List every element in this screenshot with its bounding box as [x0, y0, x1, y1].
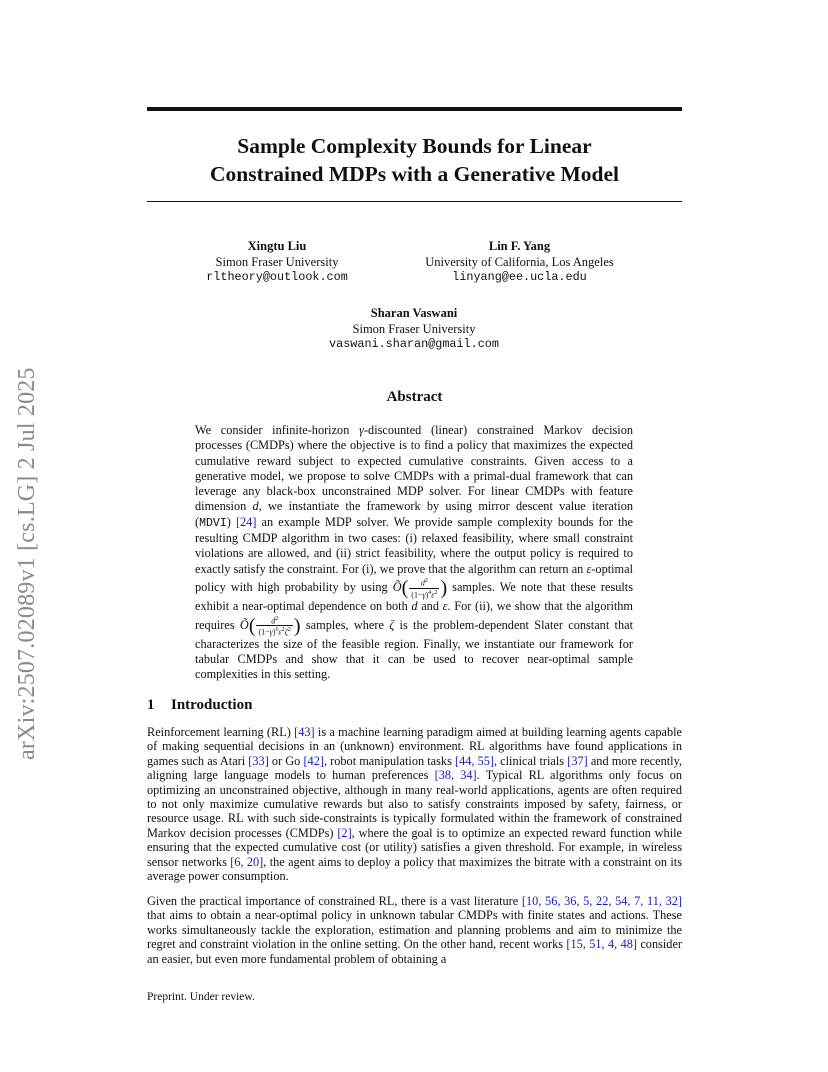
- author-name: Lin F. Yang: [488, 239, 551, 253]
- title-top-rule: [147, 107, 682, 111]
- author-affiliation: Simon Fraser University: [352, 321, 476, 336]
- author-block-3: [300, 306, 528, 353]
- paper-title: [147, 132, 682, 188]
- author-email: rltheory@outlook.com: [206, 270, 348, 284]
- intro-paragraph-1: Reinforcement learning (RL) [43] is a machine learning paradigm aimed at building learning agents capable of making sequential decisions in an (unknown) environment. RL algorithms have found applications in games such as Atari [33] or Go [42], robot manipulation tasks [44, 55], clinical trials [37] and more recently, aligning large language models to human preferences [38, 34]. Typical RL algorithms only focus on optimizing an unconstrained objective, although in many real-world applications, agents are often required to not only maximize cumulative rewards but also to satisfy constraints imposed by safety, fairness, or resource usage. RL with such side-constraints is typically formulated within the framework of constrained Markov decision processes (CMDPs) [2], where the goal is to optimize an expected reward function while ensuring that the expected cumulative cost (or utility) satisfies a given threshold. For example, in wireless sensor networks [6, 20], the agent aims to deploy a policy that maximizes the bitrate with a constraint on its average power consumption.: [147, 725, 683, 884]
- author-name: Xingtu Liu: [247, 239, 307, 253]
- author-email: vaswani.sharan@gmail.com: [329, 337, 499, 351]
- arxiv-stamp: arXiv:2507.02089v1 [cs.LG] 2 Jul 2025: [14, 367, 40, 760]
- intro-paragraph-2: Given the practical importance of constrained RL, there is a vast literature [10, 56, 36, 5, 22, 54, 7, 11, 32] that aims to obtain a near-optimal policy in unknown tabular CMDPs with finite states and actions. These works simultaneously tackle the exploration, estimation and planning problems and aim to minimize the regret and constraint violation in the online setting. On the other hand, recent works [15, 51, 4, 48] consider an easier, but even more fundamental problem of obtaining a: [147, 894, 682, 966]
- title-line-1: Sample Complexity Bounds for Linear: [237, 134, 592, 158]
- section-title: Introduction: [171, 697, 253, 713]
- author-block-1: [177, 239, 377, 286]
- abstract-heading: Abstract: [386, 389, 443, 405]
- author-affiliation: University of California, Los Angeles: [425, 254, 614, 269]
- title-line-2: Constrained MDPs with a Generative Model: [209, 162, 620, 186]
- author-affiliation: Simon Fraser University: [215, 254, 339, 269]
- section-heading: [147, 697, 252, 714]
- author-name: Sharan Vaswani: [370, 306, 458, 320]
- author-email: linyang@ee.ucla.edu: [452, 270, 587, 284]
- author-block-2: [402, 239, 637, 286]
- footer-note: Preprint. Under review.: [147, 991, 255, 1003]
- section-number: 1: [147, 697, 155, 713]
- abstract-body: We consider infinite-horizon γ-discounted (linear) constrained Markov decision processes (CMDPs) where the objective is to find a policy that maximizes the expected cumulative reward subject to expected cumulative constraints. Given access to a generative model, we propose to solve CMDPs with a primal-dual framework that can leverage any black-box unconstrained MDP solver. For linear CMDPs with feature dimension d, we instantiate the framework by using mirror descent value iteration (MDVI) [24] an example MDP solver. We provide sample complexity bounds for the resulting CMDP algorithm in two cases: (i) relaxed feasibility, where small constraint violations are allowed, and (ii) strict feasibility, where the output policy is required to exactly satisfy the constraint. For (i), we prove that the algorithm can return an ε-optimal policy with high probability by using Õ( $\frac{d^2}{(1-\gamma)^4\varepsilon^2}$ ) samples. We note that these results exhibit a near-optimal dependence on both d and ε. For (ii), we show that the algorithm requires Õ( $\frac{d^2}{(1-\gamma)^6\varepsilon^2\zeta^2}$ ) samples, where ζ is the problem-dependent Slater constant that characterizes the size of the feasible region. Finally, we instantiate our framework for tabular CMDPs and show that it can be used to recover near-optimal sample complexities in this setting.: [195, 423, 634, 682]
- title-bottom-rule: [147, 201, 682, 202]
